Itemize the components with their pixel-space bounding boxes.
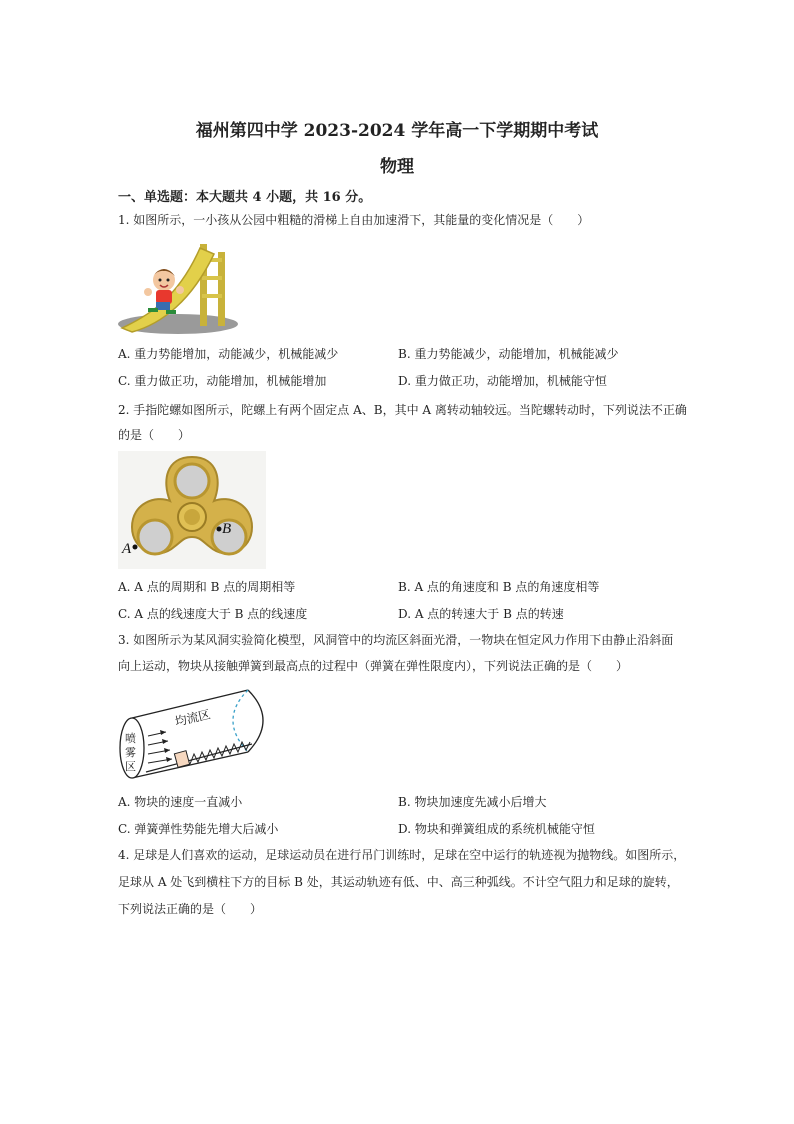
spray-zone-label-1: 喷: [125, 732, 136, 745]
question-3-option-b: B. 物块加速度先减小后增大: [398, 795, 547, 809]
question-3-stem-line1: 3. 如图所示为某风洞实验简化模型，风洞管中的均流区斜面光滑，一物块在恒定风力作用下由静止沿斜面: [118, 633, 674, 647]
question-1-stem: 1. 如图所示，一小孩从公园中粗糙的滑梯上自由加速滑下，其能量的变化情况是（ ）: [118, 213, 590, 227]
exam-title: 福州第四中学 2023-2024 学年高一下学期期中考试: [195, 121, 599, 141]
question-3-option-a: A. 物块的速度一直减小: [118, 795, 243, 809]
question-3-option-c: C. 弹簧弹性势能先增大后减小: [118, 822, 279, 836]
question-2-option-b: B. A 点的角速度和 B 点的角速度相等: [398, 580, 600, 594]
spray-zone-label-3: 区: [125, 760, 136, 773]
slide-child-illustration: [118, 238, 240, 336]
question-2-stem-line1: 2. 手指陀螺如图所示，陀螺上有两个固定点 A、B，其中 A 离转动轴较远。当陀螺转动时，下列说法不正确: [118, 403, 687, 417]
question-2-stem-line2: 的是（ ）: [118, 428, 191, 442]
exam-subject: 物理: [380, 157, 414, 177]
question-1-option-c: C. 重力做正功，动能增加，机械能增加: [118, 374, 327, 388]
question-1-option-d: D. 重力做正功，动能增加，机械能守恒: [398, 374, 607, 388]
question-3-stem-line2: 向上运动，物块从接触弹簧到最高点的过程中（弹簧在弹性限度内），下列说法正确的是（ ）: [118, 659, 629, 673]
point-b-label: B: [222, 521, 232, 537]
point-a-label: A: [122, 541, 132, 557]
uniform-flow-zone-label: 均流区: [173, 707, 212, 729]
spray-zone-label-2: 雾: [125, 746, 136, 759]
question-2-option-c: C. A 点的线速度大于 B 点的线速度: [118, 607, 308, 621]
question-4-stem-line3: 下列说法正确的是（ ）: [118, 902, 263, 916]
question-1-option-b: B. 重力势能减少，动能增加，机械能减少: [398, 347, 619, 361]
question-4-stem-line2: 足球从 A 处飞到横柱下方的目标 B 处，其运动轨迹有低、中、高三种弧线。不计空气阻力和足球的旋转，: [118, 875, 679, 889]
fidget-spinner-illustration: [118, 451, 266, 569]
question-2-option-a: A. A 点的周期和 B 点的周期相等: [118, 580, 296, 594]
question-2-option-d: D. A 点的转速大于 B 点的转速: [398, 607, 564, 621]
section-heading: 一、单选题：本大题共 4 小题，共 16 分。: [118, 190, 372, 205]
question-3-option-d: D. 物块和弹簧组成的系统机械能守恒: [398, 822, 595, 836]
question-1-option-a: A. 重力势能增加，动能减少，机械能减少: [118, 347, 339, 361]
wind-tunnel-illustration: [118, 688, 274, 782]
question-4-stem-line1: 4. 足球是人们喜欢的运动，足球运动员在进行吊门训练时，足球在空中运行的轨迹视为抛物线。如图所示，: [118, 848, 686, 862]
